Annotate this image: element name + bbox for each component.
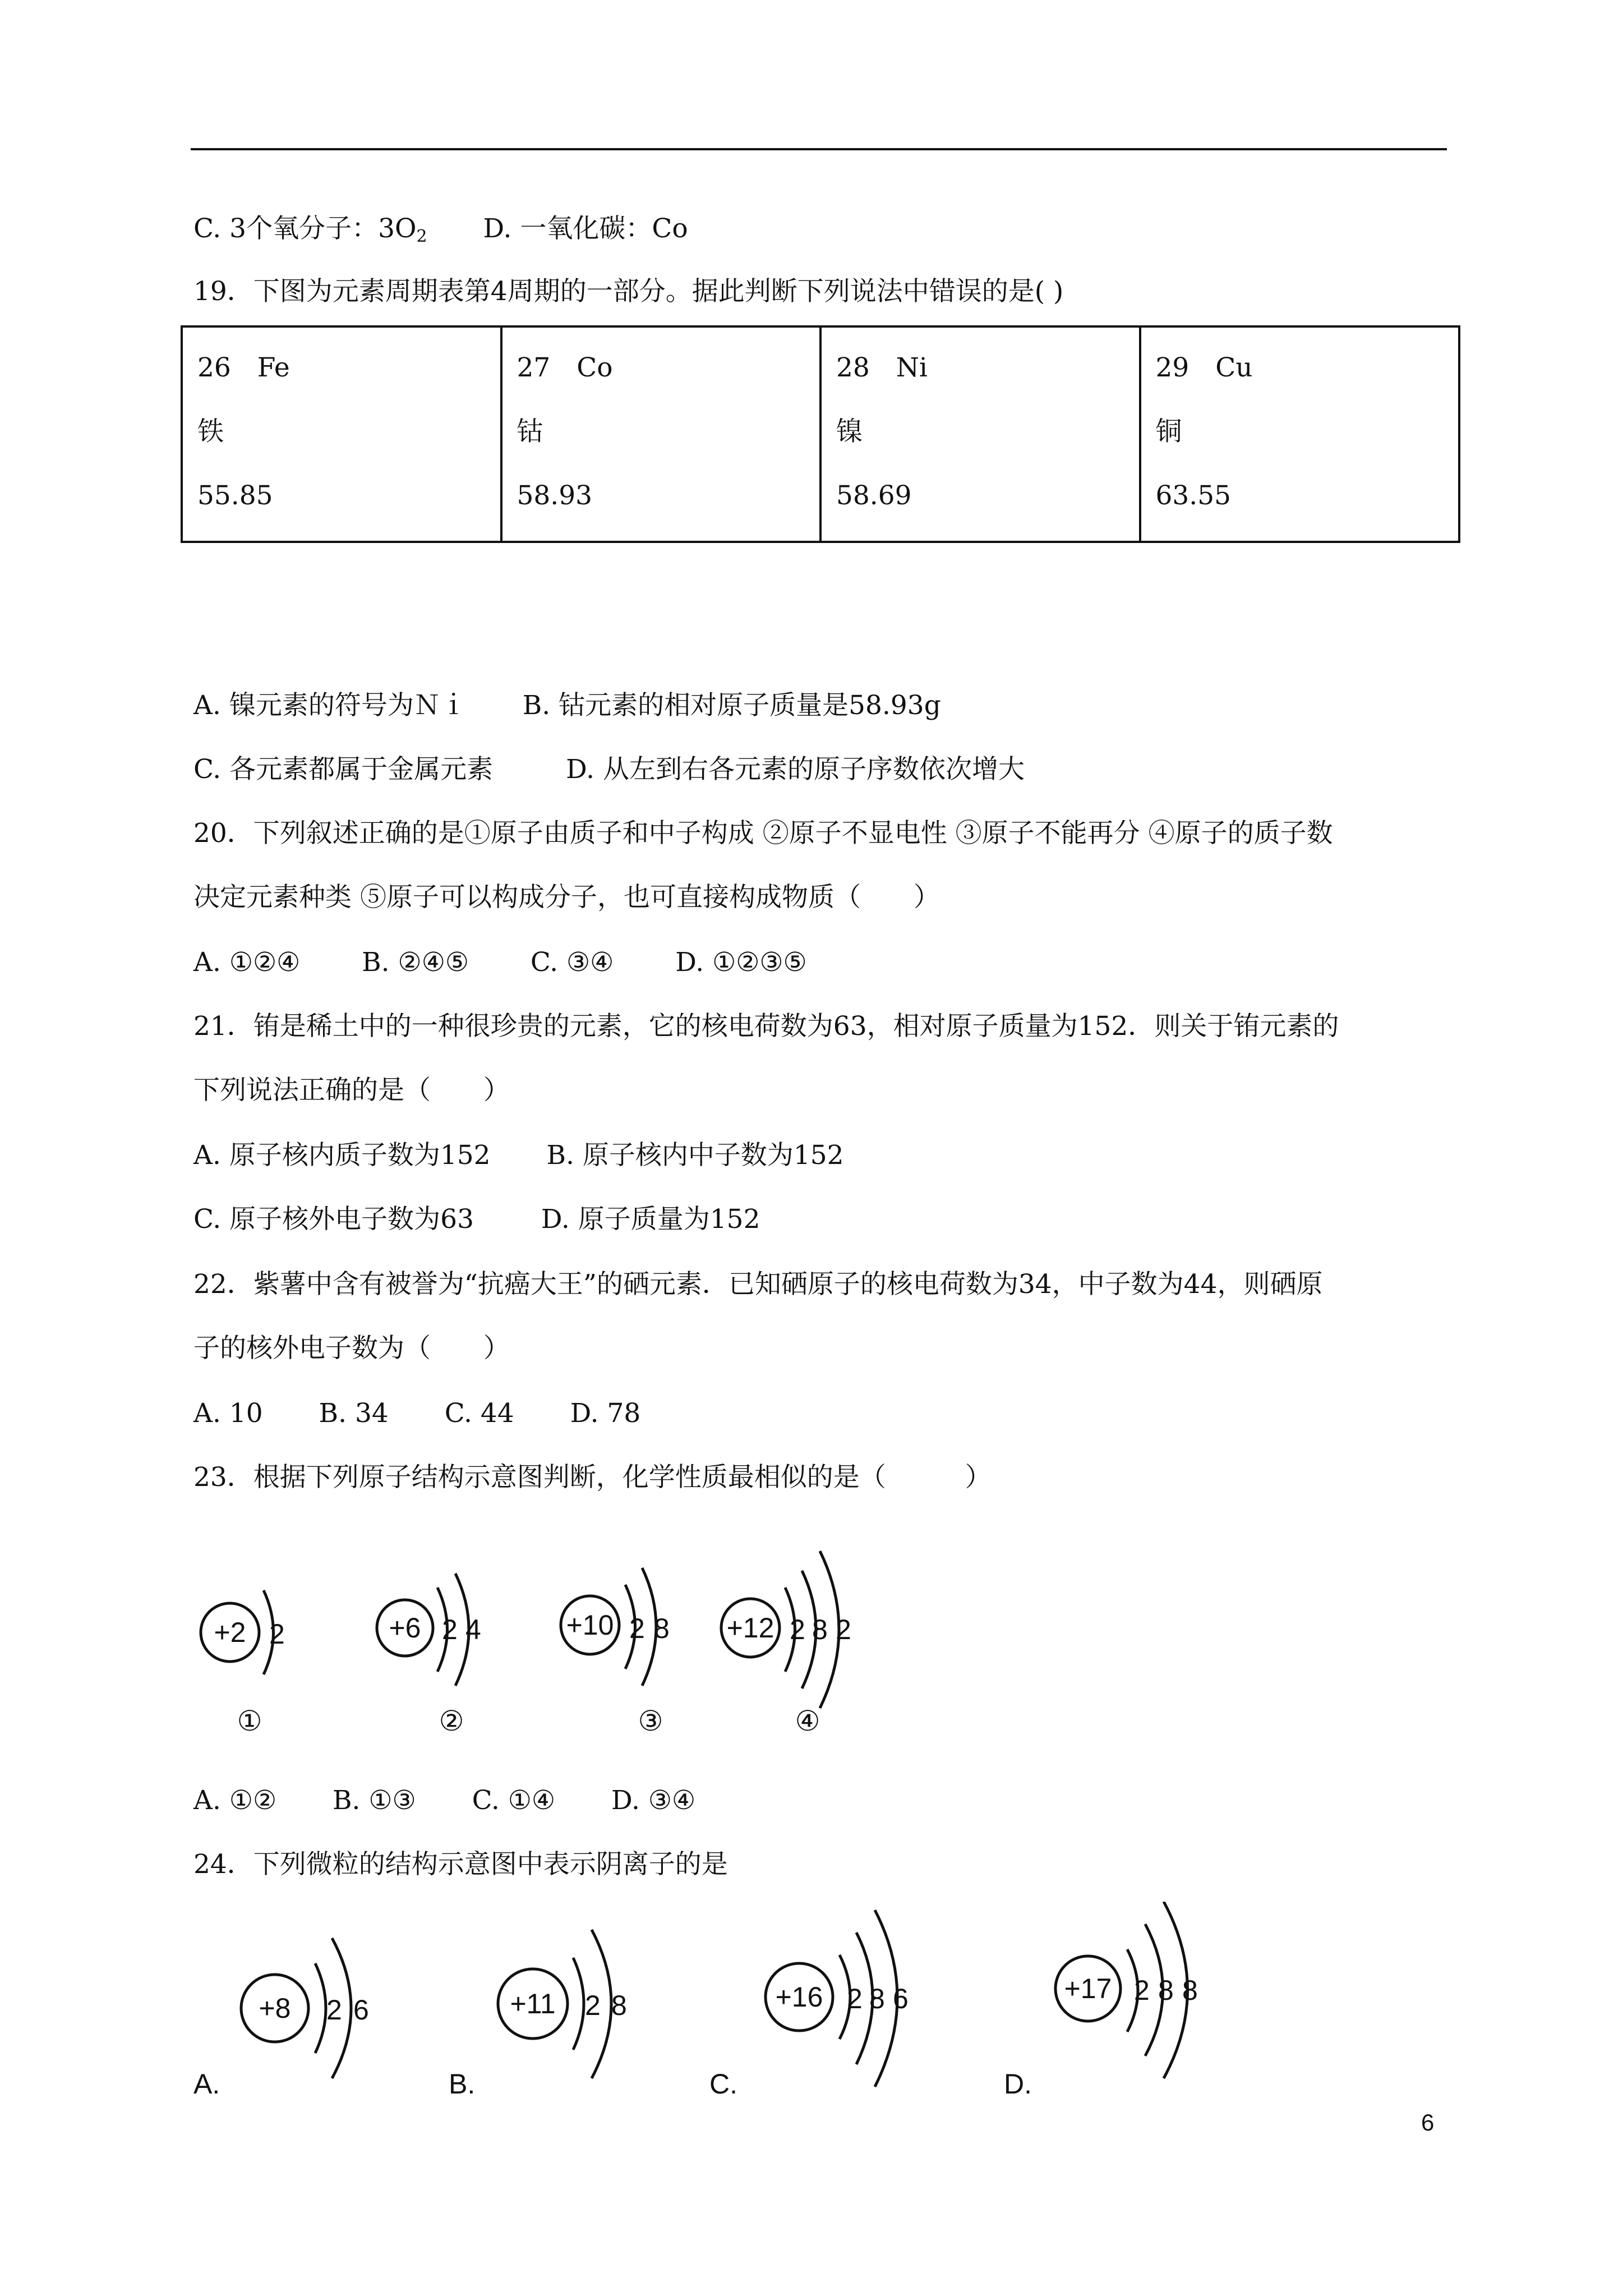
element-cell	[1140, 326, 1460, 542]
q20-stem-line2: 决定元素种类 ⑤原子可以构成分子，也可直接构成物质（ ）	[193, 882, 940, 913]
electron-count: 2	[847, 1983, 863, 2014]
q21-option-b: B. 原子核内中子数为152	[546, 1140, 844, 1171]
nucleus-charge: +10	[566, 1609, 614, 1641]
page-number: 6	[1421, 2109, 1435, 2136]
element-mass: 55.85	[197, 480, 273, 511]
ion-diagram	[709, 1910, 909, 2100]
ion-diagram	[193, 1938, 369, 2100]
q22-option-d: D. 78	[570, 1398, 641, 1429]
option-letter: B.	[449, 2068, 476, 2100]
option-letter: A.	[193, 2068, 220, 2100]
option-letter: C.	[709, 2068, 737, 2100]
q22-option-c: C. 44	[444, 1398, 514, 1429]
q23-option-c: C. ①④	[472, 1785, 556, 1816]
element-cell	[182, 326, 501, 542]
q20-option-a: A. ①②④	[193, 947, 301, 978]
electron-count: 2	[1134, 1975, 1150, 2006]
header-rule	[191, 148, 1447, 150]
q21-option-c: C. 原子核外电子数为63	[193, 1204, 474, 1235]
electron-count: 8	[654, 1613, 670, 1644]
atom-diagram	[377, 1573, 481, 1737]
electron-count: 8	[1182, 1975, 1198, 2006]
q20-option-d: D. ①②③⑤	[675, 947, 807, 978]
q24-stem: 24．下列微粒的结构示意图中表示阴离子的是	[193, 1849, 728, 1880]
q18-options-cd	[193, 212, 688, 254]
ion-diagram	[449, 1930, 627, 2100]
nucleus-charge: +6	[389, 1612, 421, 1644]
q20-options	[193, 946, 807, 979]
q21-option-a: A. 原子核内质子数为152	[193, 1140, 491, 1171]
element-mass: 58.69	[836, 480, 912, 511]
atom-diagram	[561, 1568, 670, 1737]
q19-options-ab	[193, 689, 941, 723]
electron-count: 6	[353, 1994, 369, 2026]
q21-option-d: D. 原子质量为152	[541, 1204, 760, 1235]
diagram-label: ④	[795, 1705, 820, 1737]
element-name: 钴	[517, 416, 543, 447]
q22-stem-line2: 子的核外电子数为（ ）	[193, 1333, 510, 1364]
electron-count: 8	[869, 1983, 885, 2014]
q23-option-d: D. ③④	[611, 1785, 696, 1816]
atom-diagram	[721, 1551, 851, 1737]
q21-stem-line1: 21．铕是稀土中的一种很珍贵的元素，它的核电荷数为63，相对原子质量为152．则关于铕元素的	[193, 1011, 1339, 1042]
electron-count: 2	[326, 1994, 342, 2026]
q23-stem: 23．根据下列原子结构示意图判断，化学性质最相似的是（ ）	[193, 1462, 992, 1493]
q19-option-b: B. 钴元素的相对原子质量是58.93g	[522, 690, 941, 721]
electron-count: 2	[790, 1614, 805, 1645]
q21-stem-line2: 下列说法正确的是（ ）	[193, 1075, 510, 1106]
electron-count: 2	[585, 1990, 601, 2021]
electron-count: 8	[611, 1990, 627, 2021]
q22-options	[193, 1397, 640, 1430]
q19-options-cd	[193, 753, 1025, 786]
q20-option-b: B. ②④⑤	[362, 947, 469, 978]
q23-options	[193, 1784, 695, 1818]
electron-count: 2	[629, 1613, 645, 1644]
element-mass: 63.55	[1155, 480, 1232, 511]
electron-count: 2	[836, 1614, 851, 1645]
q20-option-c: C. ③④	[530, 947, 614, 978]
nucleus-charge: +16	[775, 1981, 823, 2013]
element-number-symbol: 27 Co	[517, 352, 613, 383]
q19-stem: 19．下图为元素周期表第4周期的一部分。据此判断下列说法中错误的是( )	[193, 276, 1064, 307]
electron-count: 2	[442, 1614, 458, 1645]
nucleus-charge: +8	[259, 1993, 291, 2024]
element-name: 镍	[836, 416, 863, 447]
element-number-symbol: 29 Cu	[1155, 352, 1253, 383]
q22-option-b: B. 34	[319, 1398, 389, 1429]
diagram-label: ②	[439, 1705, 464, 1737]
q24-ion-diagrams	[185, 1902, 1279, 2104]
diagram-label: ③	[638, 1705, 663, 1737]
q21-options-ab	[193, 1139, 844, 1172]
element-number-symbol: 26 Fe	[197, 352, 290, 383]
q19-option-c: C. 各元素都属于金属元素	[193, 754, 494, 785]
q19-option-d: D. 从左到右各元素的原子序数依次增大	[566, 754, 1025, 785]
option-letter: D.	[1004, 2068, 1032, 2100]
q20-stem-line1: 20．下列叙述正确的是①原子由质子和中子构成 ②原子不显电性 ③原子不能再分 ④原子的质子数	[193, 818, 1333, 849]
element-name: 铜	[1155, 416, 1182, 447]
q21-options-cd	[193, 1203, 760, 1236]
q22-option-a: A. 10	[193, 1398, 263, 1429]
atom-diagram	[201, 1590, 285, 1737]
nucleus-charge: +12	[726, 1612, 774, 1644]
electron-count: 2	[269, 1618, 285, 1650]
electron-count: 8	[812, 1614, 828, 1645]
element-mass: 58.93	[517, 480, 593, 511]
nucleus-charge: +2	[214, 1617, 246, 1648]
nucleus-charge: +11	[510, 1988, 556, 2019]
element-cell	[820, 326, 1140, 542]
nucleus-charge: +17	[1064, 1973, 1112, 2004]
q18-option-c: C. 3个氧分子：$3O_2$	[193, 213, 427, 246]
diagram-label: ①	[237, 1705, 262, 1737]
element-name: 铁	[197, 416, 224, 447]
periodic-table-fragment	[181, 325, 1460, 543]
q23-option-a: A. ①②	[193, 1785, 277, 1816]
q23-atom-diagrams	[185, 1531, 914, 1745]
electron-count: 4	[465, 1614, 481, 1645]
element-number-symbol: 28 Ni	[836, 352, 928, 383]
ion-diagram	[1004, 1902, 1198, 2100]
electron-count: 8	[1158, 1975, 1174, 2006]
q22-stem-line1: 22．紫薯中含有被誉为“抗癌大王”的硒元素．已知硒原子的核电荷数为34，中子数为44，则硒原	[193, 1269, 1323, 1300]
q23-option-b: B. ①③	[333, 1785, 416, 1816]
electron-count: 6	[893, 1983, 909, 2014]
element-cell	[501, 326, 821, 542]
q18-option-d: D. 一氧化碳：Co	[483, 213, 688, 244]
q19-option-a: A. 镍元素的符号为Ｎｉ	[193, 690, 467, 721]
